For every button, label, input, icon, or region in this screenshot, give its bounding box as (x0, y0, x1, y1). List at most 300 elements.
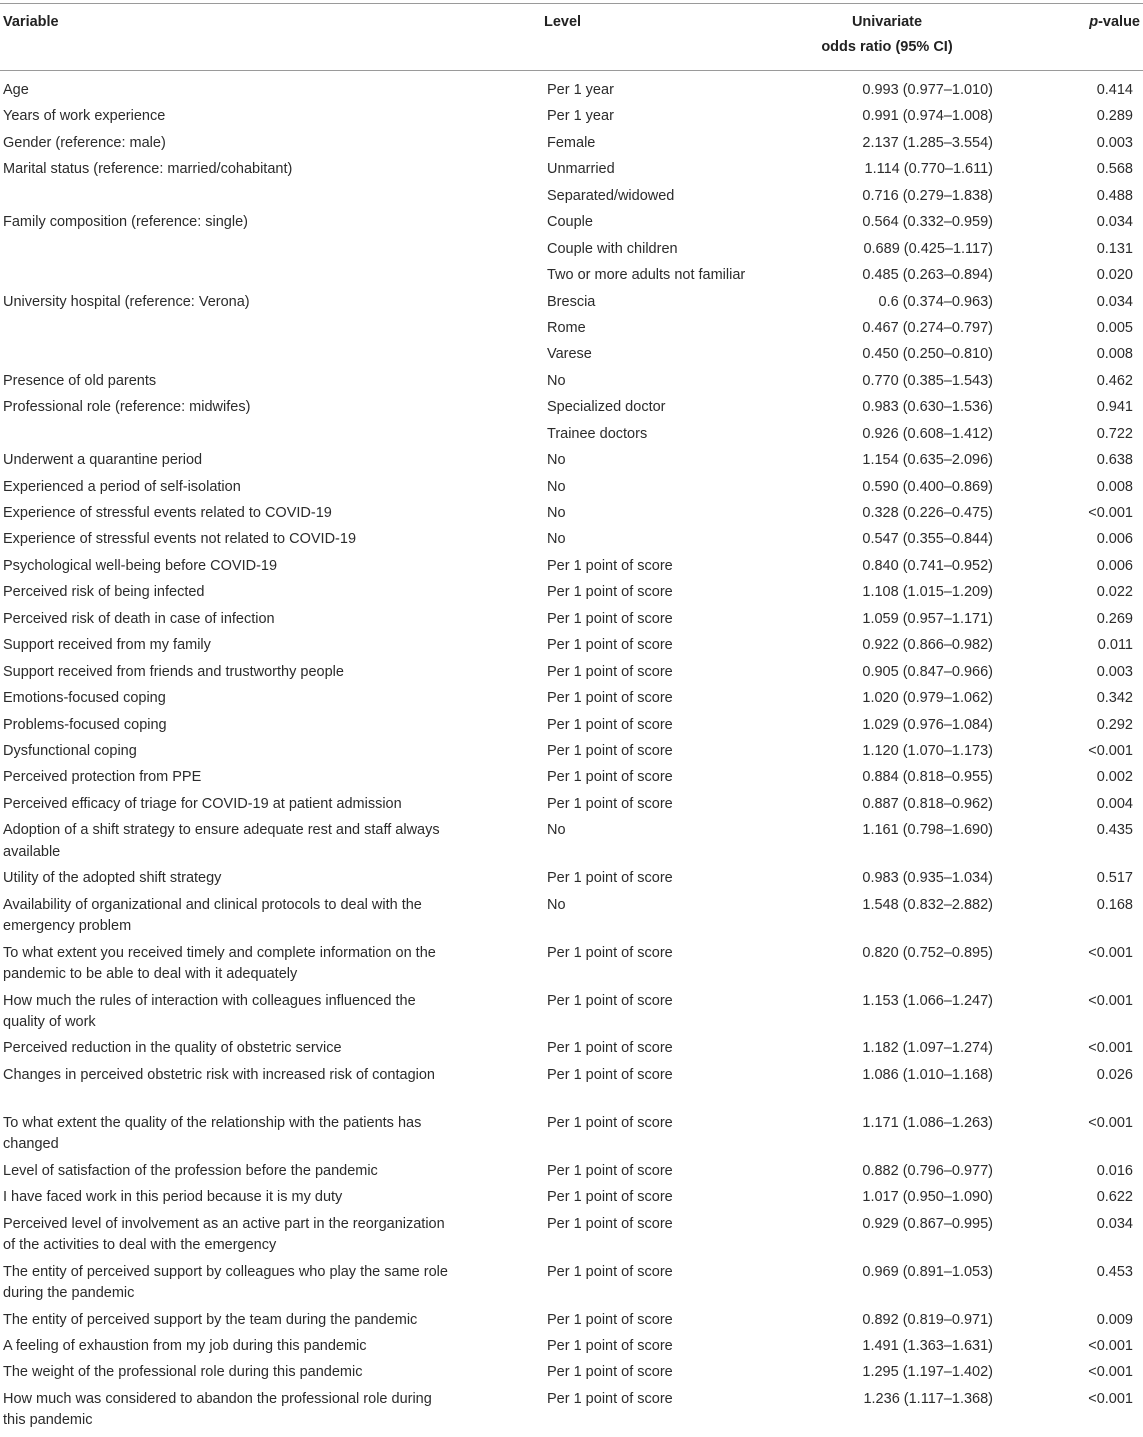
odds-ratio-cell-text: 0.922 (0.866–0.982) (862, 637, 993, 654)
variable-cell (0, 1336, 547, 1362)
odds-ratio-cell (787, 609, 993, 635)
header-level: Level (544, 14, 582, 30)
p-value-cell-text: 0.034 (1096, 1215, 1133, 1232)
p-value-cell (993, 186, 1143, 212)
level-cell (547, 582, 787, 608)
odds-ratio-cell (787, 635, 993, 661)
table-row (0, 991, 1143, 1039)
variable-cell-text: Perceived level of involvement as an active part in the reorganization of the activities to deal with the emergency (3, 1215, 445, 1254)
table-row (0, 265, 1143, 291)
level-cell (547, 344, 787, 370)
table-row (0, 397, 1143, 423)
level-cell (547, 991, 787, 1039)
variable-cell-text: To what extent you received timely and complete information on the pandemic to be able to deal with it adequately (3, 944, 436, 983)
odds-ratio-cell-text: 1.548 (0.832–2.882) (862, 896, 993, 913)
variable-cell-text: Perceived efficacy of triage for COVID-19 at patient admission (3, 795, 402, 812)
variable-cell-text: How much the rules of interaction with colleagues influenced the quality of work (3, 992, 416, 1030)
table-row (0, 1336, 1143, 1362)
p-value-cell-text: 0.462 (1096, 372, 1133, 389)
odds-ratio-cell (787, 1362, 993, 1388)
odds-ratio-cell-text: 1.108 (1.015–1.209) (862, 584, 993, 601)
p-value-cell (993, 529, 1143, 555)
variable-cell (0, 239, 547, 265)
variable-cell (0, 635, 547, 661)
level-cell-text: Per 1 year (547, 82, 614, 98)
data-table (0, 80, 1143, 1437)
table-row (0, 556, 1143, 582)
table-top-rule (0, 3, 1143, 4)
level-cell (547, 794, 787, 820)
variable-cell (0, 1310, 547, 1336)
variable-cell (0, 895, 547, 943)
p-value-cell (993, 820, 1143, 868)
variable-cell (0, 186, 547, 212)
p-value-cell (993, 943, 1143, 991)
level-cell (547, 450, 787, 476)
odds-ratio-cell (787, 265, 993, 291)
table-row (0, 477, 1143, 503)
odds-ratio-cell-text: 1.017 (0.950–1.090) (862, 1189, 993, 1206)
p-value-cell (993, 1161, 1143, 1187)
p-value-cell (993, 662, 1143, 688)
p-value-cell-text: <0.001 (1088, 742, 1133, 759)
level-cell (547, 1362, 787, 1388)
p-value-cell (993, 715, 1143, 741)
level-cell (547, 635, 787, 661)
p-value-cell (993, 1038, 1143, 1064)
odds-ratio-cell (787, 1310, 993, 1336)
level-cell-text: Per 1 point of score (547, 1364, 673, 1381)
odds-ratio-cell (787, 292, 993, 318)
odds-ratio-cell-text: 0.929 (0.867–0.995) (862, 1215, 993, 1232)
level-cell (547, 424, 787, 450)
header-p-italic: p (1089, 14, 1099, 30)
p-value-cell-text: <0.001 (1088, 1114, 1133, 1131)
table-row (0, 450, 1143, 476)
p-value-cell-text: 0.004 (1096, 795, 1133, 812)
level-cell-text: Per 1 point of score (547, 742, 673, 759)
level-cell-text: Per 1 point of score (547, 769, 673, 786)
level-cell-text: Per 1 point of score (547, 1114, 673, 1131)
variable-cell (0, 292, 547, 318)
level-cell (547, 292, 787, 318)
p-value-cell (993, 397, 1143, 423)
level-cell-text: Per 1 point of score (547, 690, 673, 707)
variable-cell-text: Emotions-focused coping (3, 690, 166, 707)
variable-cell (0, 1262, 547, 1310)
level-cell (547, 186, 787, 212)
level-cell-text: Per 1 point of score (547, 716, 673, 733)
odds-ratio-cell-text: 0.840 (0.741–0.952) (862, 557, 993, 574)
odds-ratio-cell (787, 80, 993, 106)
odds-ratio-cell-text: 0.450 (0.250–0.810) (862, 346, 993, 363)
p-value-cell-text: 0.941 (1096, 399, 1133, 416)
p-value-cell (993, 688, 1143, 714)
level-cell (547, 1310, 787, 1336)
variable-cell-text: The entity of perceived support by colleagues who play the same role during the pandemic (3, 1263, 448, 1302)
odds-ratio-cell-text: 0.887 (0.818–0.962) (862, 795, 993, 812)
level-cell-text: Two or more adults not familiar (547, 267, 746, 284)
odds-ratio-cell-text: 1.059 (0.957–1.171) (862, 610, 993, 627)
odds-ratio-cell-text: 1.161 (0.798–1.690) (862, 822, 993, 839)
level-cell-text: No (547, 896, 566, 913)
odds-ratio-cell-text: 0.485 (0.263–0.894) (862, 267, 993, 284)
table-row (0, 424, 1143, 450)
p-value-cell (993, 265, 1143, 291)
level-cell-text: Per 1 point of score (547, 1215, 673, 1232)
variable-cell-text: Level of satisfaction of the profession before the pandemic (3, 1162, 378, 1179)
header-or-line2: odds ratio (95% CI) (821, 39, 953, 55)
p-value-cell (993, 767, 1143, 793)
p-value-cell (993, 106, 1143, 132)
level-cell (547, 529, 787, 555)
level-cell (547, 820, 787, 868)
p-value-cell-text: 0.026 (1096, 1066, 1133, 1083)
level-cell-text: No (547, 478, 566, 495)
table-row (0, 212, 1143, 238)
variable-cell (0, 662, 547, 688)
p-value-cell-text: 0.008 (1096, 346, 1133, 363)
variable-cell (0, 582, 547, 608)
p-value-cell-text: 0.453 (1096, 1263, 1133, 1280)
odds-ratio-cell-text: 1.491 (1.363–1.631) (862, 1337, 993, 1354)
table-row (0, 529, 1143, 555)
p-value-cell-text: 0.292 (1096, 716, 1133, 733)
p-value-cell-text: 0.008 (1096, 478, 1133, 495)
p-value-cell (993, 1362, 1143, 1388)
variable-cell (0, 741, 547, 767)
level-cell-text: Per 1 point of score (547, 992, 673, 1009)
level-cell (547, 1113, 787, 1161)
p-value-cell (993, 1113, 1143, 1161)
level-cell-text: Brescia (547, 293, 596, 310)
p-value-cell-text: 0.022 (1096, 584, 1133, 601)
variable-cell-text: University hospital (reference: Verona) (3, 293, 250, 310)
odds-ratio-cell-text: 0.969 (0.891–1.053) (862, 1263, 993, 1280)
p-value-cell (993, 450, 1143, 476)
level-cell-text: Per 1 point of score (547, 1263, 673, 1280)
p-value-cell (993, 1310, 1143, 1336)
p-value-cell-text: 0.435 (1096, 822, 1133, 839)
table-row (0, 662, 1143, 688)
variable-cell (0, 1065, 547, 1113)
odds-ratio-cell-text: 0.6 (0.374–0.963) (878, 293, 993, 310)
odds-ratio-cell (787, 159, 993, 185)
p-value-cell-text: <0.001 (1088, 944, 1133, 961)
p-value-cell-text: <0.001 (1088, 1364, 1133, 1381)
table-row (0, 1187, 1143, 1213)
odds-ratio-cell-text: 1.171 (1.086–1.263) (862, 1114, 993, 1131)
level-cell-text: Per 1 point of score (547, 663, 673, 680)
level-cell-text: Varese (547, 346, 592, 363)
level-cell (547, 741, 787, 767)
odds-ratio-cell-text: 0.328 (0.226–0.475) (862, 505, 993, 521)
p-value-cell-text: 0.034 (1096, 214, 1133, 231)
variable-cell-text: Years of work experience (3, 108, 166, 125)
level-cell-text: Per 1 point of score (547, 637, 673, 654)
table-row (0, 371, 1143, 397)
odds-ratio-cell (787, 212, 993, 238)
variable-cell-text: Adoption of a shift strategy to ensure adequate rest and staff always available (3, 822, 440, 860)
odds-ratio-cell-text: 1.153 (1.066–1.247) (862, 992, 993, 1009)
table-row (0, 1038, 1143, 1064)
variable-cell (0, 265, 547, 291)
odds-ratio-cell (787, 1187, 993, 1213)
level-cell-text: Per 1 point of score (547, 870, 673, 887)
level-cell-text: Per 1 point of score (547, 1189, 673, 1206)
header-variable: Variable (3, 14, 59, 30)
variable-cell (0, 767, 547, 793)
odds-ratio-cell-text: 1.236 (1.117–1.368) (863, 1390, 993, 1407)
odds-ratio-cell-text: 0.993 (0.977–1.010) (862, 82, 993, 98)
p-value-cell-text: <0.001 (1088, 1390, 1133, 1407)
table-row (0, 318, 1143, 344)
variable-cell-text: Changes in perceived obstetric risk with increased risk of contagion (3, 1066, 435, 1083)
variable-cell-text: To what extent the quality of the relationship with the patients has changed (3, 1114, 422, 1153)
odds-ratio-cell-text: 0.884 (0.818–0.955) (862, 769, 993, 786)
odds-ratio-cell (787, 318, 993, 344)
odds-ratio-cell-text: 1.029 (0.976–1.084) (862, 716, 993, 733)
p-value-cell (993, 794, 1143, 820)
odds-ratio-cell (787, 715, 993, 741)
variable-cell (0, 503, 547, 529)
level-cell (547, 397, 787, 423)
header-bottom-rule (0, 70, 1143, 71)
table-row (0, 503, 1143, 529)
variable-cell (0, 133, 547, 159)
level-cell-text: Separated/widowed (547, 187, 675, 204)
odds-ratio-cell (787, 371, 993, 397)
header-p-rest: -value (1098, 14, 1140, 30)
variable-cell (0, 477, 547, 503)
level-cell (547, 1262, 787, 1310)
odds-ratio-cell (787, 943, 993, 991)
variable-cell (0, 1362, 547, 1388)
level-cell-text: Trainee doctors (547, 425, 648, 442)
variable-cell (0, 556, 547, 582)
level-cell-text: No (547, 505, 566, 521)
p-value-cell (993, 582, 1143, 608)
odds-ratio-cell (787, 1161, 993, 1187)
odds-ratio-cell (787, 794, 993, 820)
variable-cell-text: The weight of the professional role during this pandemic (3, 1364, 363, 1381)
variable-cell (0, 106, 547, 132)
variable-cell-text: Presence of old parents (3, 372, 157, 389)
odds-ratio-cell (787, 556, 993, 582)
odds-ratio-cell (787, 503, 993, 529)
level-cell-text: No (547, 531, 566, 548)
level-cell (547, 1336, 787, 1362)
odds-ratio-cell-text: 1.182 (1.097–1.274) (862, 1040, 993, 1057)
p-value-cell-text: 0.131 (1096, 240, 1133, 257)
odds-ratio-cell (787, 450, 993, 476)
p-value-cell-text: 0.568 (1096, 161, 1133, 178)
odds-ratio-cell-text: 0.983 (0.935–1.034) (862, 870, 993, 887)
level-cell (547, 1389, 787, 1437)
odds-ratio-cell (787, 868, 993, 894)
odds-ratio-cell (787, 1336, 993, 1362)
variable-cell (0, 424, 547, 450)
p-value-cell-text: 0.517 (1096, 870, 1133, 887)
p-value-cell (993, 868, 1143, 894)
level-cell-text: Per 1 point of score (547, 1337, 673, 1354)
p-value-cell (993, 318, 1143, 344)
odds-ratio-cell (787, 1214, 993, 1262)
variable-cell-text: Availability of organizational and clinical protocols to deal with the emergency problem (3, 896, 422, 935)
odds-ratio-cell-text: 0.467 (0.274–0.797) (862, 319, 993, 336)
p-value-cell (993, 895, 1143, 943)
level-cell-text: Couple (547, 214, 593, 231)
p-value-cell-text: <0.001 (1088, 1337, 1133, 1354)
variable-cell-text: Underwent a quarantine period (3, 452, 203, 469)
table-row (0, 688, 1143, 714)
p-value-cell-text: 0.006 (1096, 557, 1133, 574)
p-value-cell-text: <0.001 (1088, 992, 1133, 1009)
odds-ratio-cell (787, 820, 993, 868)
level-cell-text: Per 1 year (547, 108, 614, 125)
level-cell-text: Per 1 point of score (547, 1390, 673, 1407)
level-cell (547, 80, 787, 106)
variable-cell (0, 450, 547, 476)
table-row (0, 794, 1143, 820)
p-value-cell (993, 1262, 1143, 1310)
variable-cell-text: Perceived protection from PPE (3, 769, 202, 786)
p-value-cell-text: 0.269 (1096, 610, 1133, 627)
p-value-cell (993, 239, 1143, 265)
p-value-cell-text: 0.034 (1096, 293, 1133, 310)
level-cell (547, 895, 787, 943)
table-row (0, 609, 1143, 635)
variable-cell-text: Professional role (reference: midwifes) (3, 399, 251, 416)
variable-cell (0, 397, 547, 423)
variable-cell (0, 371, 547, 397)
table-row (0, 133, 1143, 159)
odds-ratio-cell-text: 0.590 (0.400–0.869) (862, 478, 993, 495)
variable-cell (0, 1187, 547, 1213)
table-row (0, 820, 1143, 868)
variable-cell (0, 212, 547, 238)
variable-cell (0, 80, 547, 106)
level-cell-text: Per 1 point of score (547, 557, 673, 574)
odds-ratio-cell-text: 1.120 (1.070–1.173) (862, 742, 993, 759)
p-value-cell-text: 0.005 (1096, 319, 1133, 336)
level-cell-text: Per 1 point of score (547, 610, 673, 627)
header-or-line1: Univariate (851, 14, 923, 30)
table-row (0, 106, 1143, 132)
variable-cell-text: A feeling of exhaustion from my job during this pandemic (3, 1337, 367, 1354)
level-cell (547, 1214, 787, 1262)
p-value-cell-text: 0.638 (1096, 452, 1133, 469)
variable-cell-text: Perceived risk of death in case of infection (3, 610, 275, 627)
p-value-cell-text: 0.009 (1096, 1311, 1133, 1328)
level-cell (547, 371, 787, 397)
level-cell-text: No (547, 822, 566, 839)
level-cell (547, 715, 787, 741)
level-cell (547, 106, 787, 132)
p-value-cell (993, 1336, 1143, 1362)
p-value-cell-text: 0.011 (1097, 637, 1133, 654)
table-row (0, 239, 1143, 265)
odds-ratio-cell-text: 0.892 (0.819–0.971) (862, 1311, 993, 1328)
variable-cell-text: Experienced a period of self-isolation (3, 478, 241, 495)
level-cell-text: Specialized doctor (547, 399, 666, 416)
level-cell (547, 943, 787, 991)
p-value-cell-text: 0.488 (1096, 187, 1133, 204)
variable-cell-text: The entity of perceived support by the team during the pandemic (3, 1311, 418, 1328)
p-value-cell (993, 292, 1143, 318)
level-cell (547, 556, 787, 582)
variable-cell-text: Perceived risk of being infected (3, 584, 205, 601)
variable-cell-text: Perceived reduction in the quality of obstetric service (3, 1040, 342, 1057)
odds-ratio-cell-text: 0.983 (0.630–1.536) (862, 399, 993, 416)
p-value-cell-text: 0.020 (1096, 267, 1133, 284)
odds-ratio-cell-text: 0.991 (0.974–1.008) (862, 108, 993, 125)
header-p-value (1089, 10, 1140, 35)
odds-ratio-cell-text: 0.905 (0.847–0.966) (862, 663, 993, 680)
variable-cell-text: Support received from my family (3, 637, 211, 654)
table-row (0, 943, 1143, 991)
level-cell-text: Unmarried (547, 161, 615, 178)
level-cell-text: No (547, 452, 566, 469)
p-value-cell-text: 0.003 (1096, 663, 1133, 680)
p-value-cell (993, 344, 1143, 370)
table-body (0, 80, 1143, 1437)
p-value-cell-text: 0.289 (1096, 108, 1133, 125)
odds-ratio-cell (787, 1038, 993, 1064)
odds-ratio-cell (787, 688, 993, 714)
p-value-cell (993, 556, 1143, 582)
p-value-cell (993, 1187, 1143, 1213)
table-row (0, 1310, 1143, 1336)
variable-cell-text: Age (3, 82, 29, 98)
p-value-cell-text: 0.016 (1096, 1162, 1133, 1179)
table-row (0, 715, 1143, 741)
table-row (0, 767, 1143, 793)
odds-ratio-cell (787, 344, 993, 370)
odds-ratio-cell (787, 1389, 993, 1437)
variable-cell-text: Support received from friends and trustworthy people (3, 663, 344, 680)
table-row (0, 1214, 1143, 1262)
p-value-cell-text: 0.414 (1096, 82, 1133, 98)
odds-ratio-cell-text: 0.770 (0.385–1.543) (862, 372, 993, 389)
table-row (0, 868, 1143, 894)
p-value-cell-text: 0.342 (1096, 690, 1133, 707)
odds-ratio-cell-text: 0.564 (0.332–0.959) (862, 214, 993, 231)
table-row (0, 1161, 1143, 1187)
level-cell (547, 318, 787, 344)
odds-ratio-cell-text: 0.689 (0.425–1.117) (863, 240, 993, 257)
level-cell-text: No (547, 372, 566, 389)
variable-cell (0, 868, 547, 894)
level-cell (547, 1187, 787, 1213)
odds-ratio-cell (787, 239, 993, 265)
level-cell (547, 609, 787, 635)
table-row (0, 741, 1143, 767)
p-value-cell-text: <0.001 (1088, 505, 1133, 521)
odds-ratio-cell-text: 0.882 (0.796–0.977) (862, 1162, 993, 1179)
variable-cell-text: Psychological well-being before COVID-19 (3, 557, 278, 574)
level-cell (547, 159, 787, 185)
variable-cell-text: How much was considered to abandon the professional role during this pandemic (3, 1390, 432, 1429)
variable-cell (0, 529, 547, 555)
level-cell (547, 662, 787, 688)
table-row (0, 292, 1143, 318)
variable-cell (0, 794, 547, 820)
odds-ratio-cell (787, 741, 993, 767)
variable-cell (0, 820, 547, 868)
variable-cell-text: Family composition (reference: single) (3, 214, 248, 231)
level-cell-text: Per 1 point of score (547, 1066, 673, 1083)
